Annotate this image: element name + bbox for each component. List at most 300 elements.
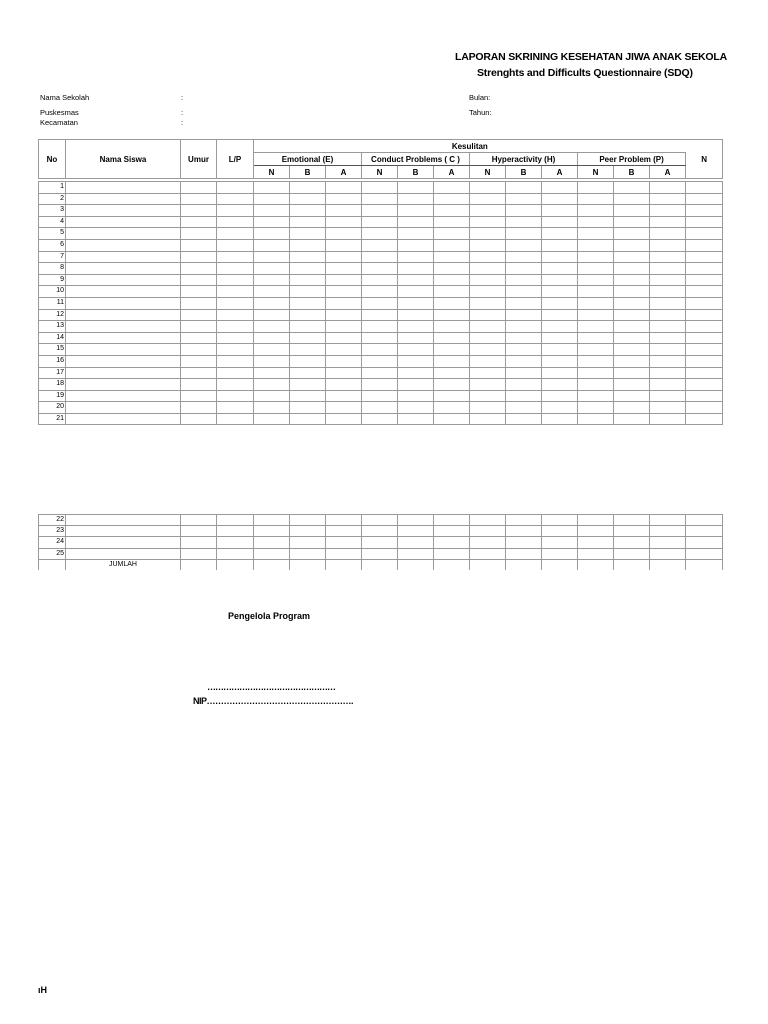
table-cell [181,263,217,275]
table-cell [470,402,506,414]
table-cell [66,526,181,537]
table-cell [362,515,398,526]
table-cell [542,297,578,309]
table-cell [181,182,217,194]
table-cell [326,251,362,263]
table-cell [66,193,181,205]
table-cell [506,274,542,286]
table-cell [398,413,434,425]
table-cell [650,413,686,425]
table-cell [181,321,217,333]
table-cell [66,413,181,425]
table-cell [290,526,326,537]
table-cell [506,515,542,526]
nama-sekolah-colon: : [181,93,184,102]
table-cell [66,344,181,356]
table-cell [217,355,254,367]
table-cell [362,379,398,391]
table-cell [254,297,290,309]
table-cell [434,297,470,309]
nama-sekolah-label: Nama Sekolah [40,93,90,102]
table-cell [362,228,398,240]
table-cell [398,355,434,367]
table-cell [686,355,723,367]
table-cell [434,182,470,194]
table-cell [254,216,290,228]
table-cell [542,413,578,425]
table-cell [614,182,650,194]
table-row [39,515,723,526]
col-nama-header: Nama Siswa [66,140,181,179]
table-cell [181,344,217,356]
table-cell [254,526,290,537]
table-cell [506,390,542,402]
table-row [39,390,723,402]
table-cell [434,413,470,425]
table-cell [614,559,650,570]
table-cell [217,297,254,309]
table-cell [470,413,506,425]
table-cell [254,182,290,194]
table-cell [217,182,254,194]
table-cell [254,402,290,414]
table-cell [66,297,181,309]
table-cell [614,309,650,321]
table-cell [217,228,254,240]
table-cell [326,548,362,559]
table-cell [470,321,506,333]
table-cell [578,251,614,263]
table-cell [578,344,614,356]
table-cell [578,274,614,286]
table-cell [578,263,614,275]
table-cell [290,559,326,570]
table-cell [650,379,686,391]
table-cell [470,390,506,402]
sub-header-3-b: B [506,166,542,179]
table-cell [362,344,398,356]
table-cell [650,537,686,548]
table-cell [181,205,217,217]
table-cell [650,239,686,251]
table-cell [470,228,506,240]
group-hyperactivity-header: Hyperactivity (H) [470,153,578,166]
table-cell [434,355,470,367]
table-cell [66,367,181,379]
table-row [39,297,723,309]
sub-header-1-n: N [254,166,290,179]
puskesmas-label: Puskesmas [40,108,79,117]
table-cell [326,321,362,333]
table-cell [398,274,434,286]
table-cell [326,526,362,537]
table-cell [326,216,362,228]
table-cell [290,321,326,333]
table-cell [470,309,506,321]
table-cell [542,402,578,414]
table-cell [470,515,506,526]
group-emotional-header: Emotional (E) [254,153,362,166]
table-cell [614,402,650,414]
table-cell [434,286,470,298]
table-cell [66,286,181,298]
table-cell [434,263,470,275]
table-cell [650,297,686,309]
table-row [39,251,723,263]
table-row [39,309,723,321]
table-cell [181,526,217,537]
table-cell [181,515,217,526]
table-cell [398,332,434,344]
table-cell [217,251,254,263]
table-cell [686,309,723,321]
table-cell [290,367,326,379]
table-cell [217,559,254,570]
row-number: 21 [39,413,66,425]
table-cell [181,228,217,240]
row-number: 25 [39,548,66,559]
table-cell [506,548,542,559]
table-cell [686,379,723,391]
table-cell [506,537,542,548]
table-cell [326,413,362,425]
table-cell [66,537,181,548]
table-cell [434,367,470,379]
table-cell [542,193,578,205]
row-number: 12 [39,309,66,321]
table-cell [398,559,434,570]
row-number: 11 [39,297,66,309]
table-cell [66,309,181,321]
table-cell [686,344,723,356]
table-cell [686,263,723,275]
table-cell [650,390,686,402]
table-cell [434,402,470,414]
table-cell [506,297,542,309]
sub-header-2-n: N [362,166,398,179]
table-cell [398,344,434,356]
table-cell [66,548,181,559]
table-cell [290,413,326,425]
table-cell [326,297,362,309]
table-cell [326,379,362,391]
table-cell [66,390,181,402]
table-cell [290,274,326,286]
sdq-table-header [38,139,723,179]
table-cell [506,379,542,391]
table-cell [506,263,542,275]
row-number: 17 [39,367,66,379]
table-cell [362,413,398,425]
table-cell [470,355,506,367]
table-cell [326,182,362,194]
table-cell [506,559,542,570]
row-number: 3 [39,205,66,217]
table-cell [578,205,614,217]
row-number: 1 [39,182,66,194]
table-cell [506,216,542,228]
table-cell [66,216,181,228]
table-cell [686,216,723,228]
table-cell [217,379,254,391]
table-cell [506,413,542,425]
table-cell [650,559,686,570]
table-cell [506,321,542,333]
row-number: 24 [39,537,66,548]
table-cell [434,559,470,570]
sdq-table-continued [38,514,723,570]
table-cell [66,205,181,217]
table-cell [326,515,362,526]
table-cell [578,390,614,402]
table-cell [650,367,686,379]
table-cell [181,390,217,402]
table-cell [398,309,434,321]
table-cell [578,239,614,251]
group-peer-header: Peer Problem (P) [578,153,686,166]
sub-header-4-b: B [614,166,650,179]
page-corner-mark: ιH [38,985,47,995]
table-cell [650,193,686,205]
table-cell [686,413,723,425]
table-row [39,216,723,228]
table-cell [686,251,723,263]
table-cell [362,251,398,263]
table-cell [650,321,686,333]
table-cell [578,332,614,344]
table-cell [470,344,506,356]
table-cell [470,537,506,548]
table-cell [578,367,614,379]
row-number: 20 [39,402,66,414]
table-cell [434,515,470,526]
table-cell [650,515,686,526]
table-cell [614,216,650,228]
table-cell [326,537,362,548]
table-cell [470,216,506,228]
table-cell [506,239,542,251]
table-cell [181,402,217,414]
table-row [39,402,723,414]
table-cell [362,526,398,537]
table-cell [434,526,470,537]
row-number: 22 [39,515,66,526]
table-row [39,379,723,391]
table-cell [542,537,578,548]
table-cell [398,367,434,379]
table-row [39,526,723,537]
table-cell [254,321,290,333]
table-cell [434,309,470,321]
sub-header-2-a: A [434,166,470,179]
sdq-table-body [38,181,723,425]
puskesmas-colon: : [181,108,184,117]
table-cell [614,251,650,263]
table-cell [217,321,254,333]
table-cell [542,228,578,240]
table-cell [614,297,650,309]
table-cell [470,182,506,194]
table-cell [578,321,614,333]
table-cell [650,228,686,240]
table-cell [290,182,326,194]
table-cell [66,332,181,344]
table-cell [290,297,326,309]
table-cell [217,332,254,344]
table-cell [181,559,217,570]
table-cell [362,355,398,367]
table-cell [614,321,650,333]
table-cell [506,526,542,537]
table-cell [434,228,470,240]
table-cell [470,205,506,217]
table-cell [470,332,506,344]
kecamatan-label: Kecamatan [40,118,78,127]
table-cell [434,537,470,548]
col-no-header: No [39,140,66,179]
table-cell [66,402,181,414]
table-cell [542,182,578,194]
table-cell [506,228,542,240]
table-row [39,286,723,298]
table-cell [66,239,181,251]
table-cell [542,263,578,275]
table-cell [362,263,398,275]
table-cell [578,537,614,548]
sub-header-1-a: A [326,166,362,179]
table-cell [398,390,434,402]
table-cell [254,367,290,379]
row-number: 5 [39,228,66,240]
table-cell [254,332,290,344]
table-cell [217,548,254,559]
table-cell [614,332,650,344]
col-umur-header: Umur [181,140,217,179]
table-cell [470,239,506,251]
table-cell [650,286,686,298]
table-cell [398,321,434,333]
table-cell [254,205,290,217]
table-cell [614,390,650,402]
table-cell [506,367,542,379]
table-row [39,182,723,194]
table-cell [290,390,326,402]
table-cell [578,182,614,194]
table-row [39,413,723,425]
table-cell [650,355,686,367]
table-cell [470,286,506,298]
table-cell [614,515,650,526]
table-cell [290,309,326,321]
table-cell [181,309,217,321]
table-cell [470,559,506,570]
table-row [39,263,723,275]
row-number: 9 [39,274,66,286]
table-cell [254,548,290,559]
table-cell [326,309,362,321]
table-row [39,321,723,333]
table-cell [614,286,650,298]
table-cell [542,321,578,333]
table-cell [181,239,217,251]
table-cell [542,367,578,379]
table-row [39,239,723,251]
table-cell [434,216,470,228]
table-cell [217,367,254,379]
table-cell [686,321,723,333]
table-cell [326,274,362,286]
table-cell [66,182,181,194]
table-cell [362,559,398,570]
table-cell [362,402,398,414]
jumlah-row [39,559,723,570]
table-cell [254,239,290,251]
row-number: 15 [39,344,66,356]
table-cell [217,537,254,548]
table-cell [650,332,686,344]
table-cell [326,263,362,275]
table-row [39,344,723,356]
table-cell [578,286,614,298]
table-cell [326,228,362,240]
table-cell [362,193,398,205]
table-cell [434,379,470,391]
table-cell [542,309,578,321]
table-cell [686,182,723,194]
table-cell [650,344,686,356]
table-cell [398,228,434,240]
table-cell [217,274,254,286]
table-cell [290,402,326,414]
table-cell [398,239,434,251]
table-cell [326,559,362,570]
table-cell [290,379,326,391]
table-cell [326,286,362,298]
row-number: 6 [39,239,66,251]
table-cell [398,297,434,309]
col-lp-header: L/P [217,140,254,179]
table-cell [290,332,326,344]
table-cell [217,515,254,526]
table-cell [506,344,542,356]
jumlah-label: JUMLAH [66,559,181,570]
table-cell [434,205,470,217]
table-cell [542,274,578,286]
table-row [39,205,723,217]
table-cell [362,182,398,194]
table-cell [326,205,362,217]
table-cell [181,274,217,286]
table-cell [398,286,434,298]
table-cell [542,526,578,537]
table-cell [254,286,290,298]
table-row [39,193,723,205]
table-cell [181,379,217,391]
table-cell [614,205,650,217]
table-cell [398,515,434,526]
table-cell [217,239,254,251]
table-cell [66,274,181,286]
table-cell [217,286,254,298]
table-cell [290,286,326,298]
table-cell [434,239,470,251]
row-number: 18 [39,379,66,391]
table-cell [326,239,362,251]
table-cell [686,367,723,379]
table-cell [686,205,723,217]
row-number: 2 [39,193,66,205]
table-cell [542,286,578,298]
